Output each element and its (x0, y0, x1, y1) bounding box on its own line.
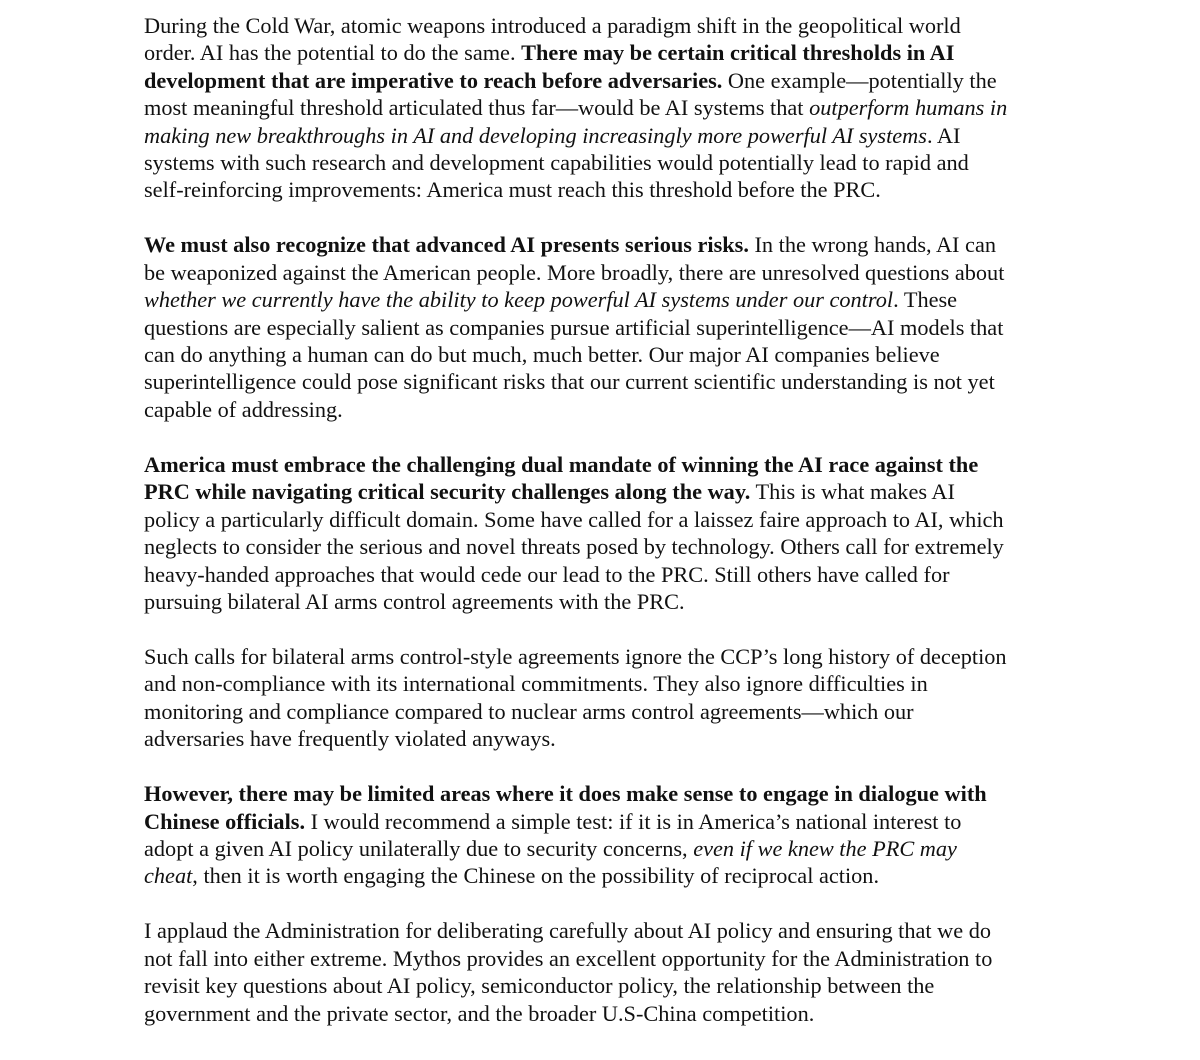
text-line (144, 149, 1084, 176)
text-run: I applaud the Administration for deliberating carefully about AI policy and ensuring that we do (144, 918, 992, 944)
text-run: heavy-handed approaches that would cede our lead to the PRC. Still others have called for (144, 561, 950, 587)
bold-text: There may be certain critical thresholds in AI (521, 40, 955, 66)
bold-text: PRC while navigating critical security challenges along the way. (144, 479, 751, 505)
bold-text: However, there may be limited areas where it does make sense to engage in dialogue with (144, 781, 987, 807)
italic-text: whether we currently have the ability to keep powerful AI systems under our control (144, 287, 894, 313)
text-run: policy a particularly difficult domain. Some have called for a laissez faire approach to AI, which (144, 506, 1004, 532)
text-line (144, 533, 1084, 560)
text-line (144, 396, 1084, 423)
text-line (144, 478, 1084, 505)
text-line (144, 972, 1084, 999)
text-run: One example—potentially the (722, 67, 997, 93)
text-run: monitoring and compliance compared to nuclear arms control agreements—which our (144, 698, 914, 724)
text-line (144, 698, 1084, 725)
paragraph (144, 231, 1084, 423)
text-line (144, 39, 1084, 66)
text-line (144, 588, 1084, 615)
text-run: pursuing bilateral AI arms control agreements with the PRC. (144, 588, 685, 614)
text-line (144, 1000, 1084, 1027)
italic-text: cheat (144, 863, 193, 889)
text-run: adopt a given AI policy unilaterally due to security concerns, (144, 835, 694, 861)
text-line (144, 67, 1084, 94)
paragraph (144, 643, 1084, 753)
text-line (144, 259, 1084, 286)
text-run: questions are especially salient as companies pursue artificial superintelligence—AI models that (144, 314, 1004, 340)
text-line (144, 917, 1084, 944)
paragraph (144, 780, 1084, 890)
paragraph (144, 12, 1084, 204)
text-run: be weaponized against the American people. More broadly, there are unresolved questions about (144, 259, 1005, 285)
text-line (144, 341, 1084, 368)
text-line (144, 231, 1084, 258)
italic-text: outperform humans in (809, 95, 1008, 121)
text-run: superintelligence could pose significant risks that our current scientific understanding is not yet (144, 369, 995, 395)
text-line (144, 314, 1084, 341)
text-line (144, 368, 1084, 395)
text-line (144, 643, 1084, 670)
bold-text: We must also recognize that advanced AI presents serious risks. (144, 232, 749, 258)
text-run: self-reinforcing improvements: America must reach this threshold before the PRC. (144, 177, 881, 203)
document-body (144, 12, 1084, 1055)
text-run: order. AI has the potential to do the same. (144, 40, 522, 66)
text-run: Such calls for bilateral arms control-style agreements ignore the CCP’s long history of deception (144, 643, 1007, 669)
text-run: most meaningful threshold articulated thus far—would be AI systems that (144, 95, 810, 121)
text-line (144, 561, 1084, 588)
text-line (144, 176, 1084, 203)
text-run: This is what makes AI (750, 479, 955, 505)
text-run: capable of addressing. (144, 396, 343, 422)
text-run: not fall into either extreme. Mythos provides an excellent opportunity for the Administration to (144, 945, 993, 971)
text-line (144, 670, 1084, 697)
text-line (144, 122, 1084, 149)
text-run: I would recommend a simple test: if it is in America’s national interest to (305, 808, 962, 834)
italic-text: making new breakthroughs in AI and developing increasingly more powerful AI systems (144, 122, 927, 148)
text-run: . AI (926, 122, 961, 148)
text-line (144, 945, 1084, 972)
text-line (144, 94, 1084, 121)
text-line (144, 862, 1084, 889)
text-line (144, 286, 1084, 313)
text-run: can do anything a human can do but much, much better. Our major AI companies believe (144, 342, 940, 368)
bold-text: America must embrace the challenging dual mandate of winning the AI race against the (144, 451, 979, 477)
text-run: adversaries have frequently violated anyways. (144, 726, 556, 752)
paragraph (144, 917, 1084, 1027)
text-line (144, 451, 1084, 478)
text-run: In the wrong hands, AI can (748, 232, 996, 258)
paragraph (144, 451, 1084, 615)
text-run: systems with such research and development capabilities would potentially lead to rapid and (144, 150, 969, 176)
text-run: neglects to consider the serious and novel threats posed by technology. Others call for extremely (144, 534, 1004, 560)
text-line (144, 12, 1084, 39)
text-run: , then it is worth engaging the Chinese on the possibility of reciprocal action. (192, 863, 880, 889)
bold-text: development that are imperative to reach before adversaries. (144, 67, 723, 93)
text-line (144, 835, 1084, 862)
text-line (144, 808, 1084, 835)
bold-text: Chinese officials. (144, 808, 306, 834)
text-line (144, 780, 1084, 807)
text-line (144, 725, 1084, 752)
text-run: and non-compliance with its international commitments. They also ignore difficulties in (144, 671, 928, 697)
text-run: . These (893, 287, 958, 313)
italic-text: even if we knew the PRC may (693, 835, 957, 861)
text-run: revisit key questions about AI policy, semiconductor policy, the relationship between the (144, 973, 935, 999)
text-run: During the Cold War, atomic weapons introduced a paradigm shift in the geopolitical world (144, 13, 961, 38)
text-run: government and the private sector, and the broader U.S-China competition. (144, 1000, 815, 1026)
text-line (144, 506, 1084, 533)
